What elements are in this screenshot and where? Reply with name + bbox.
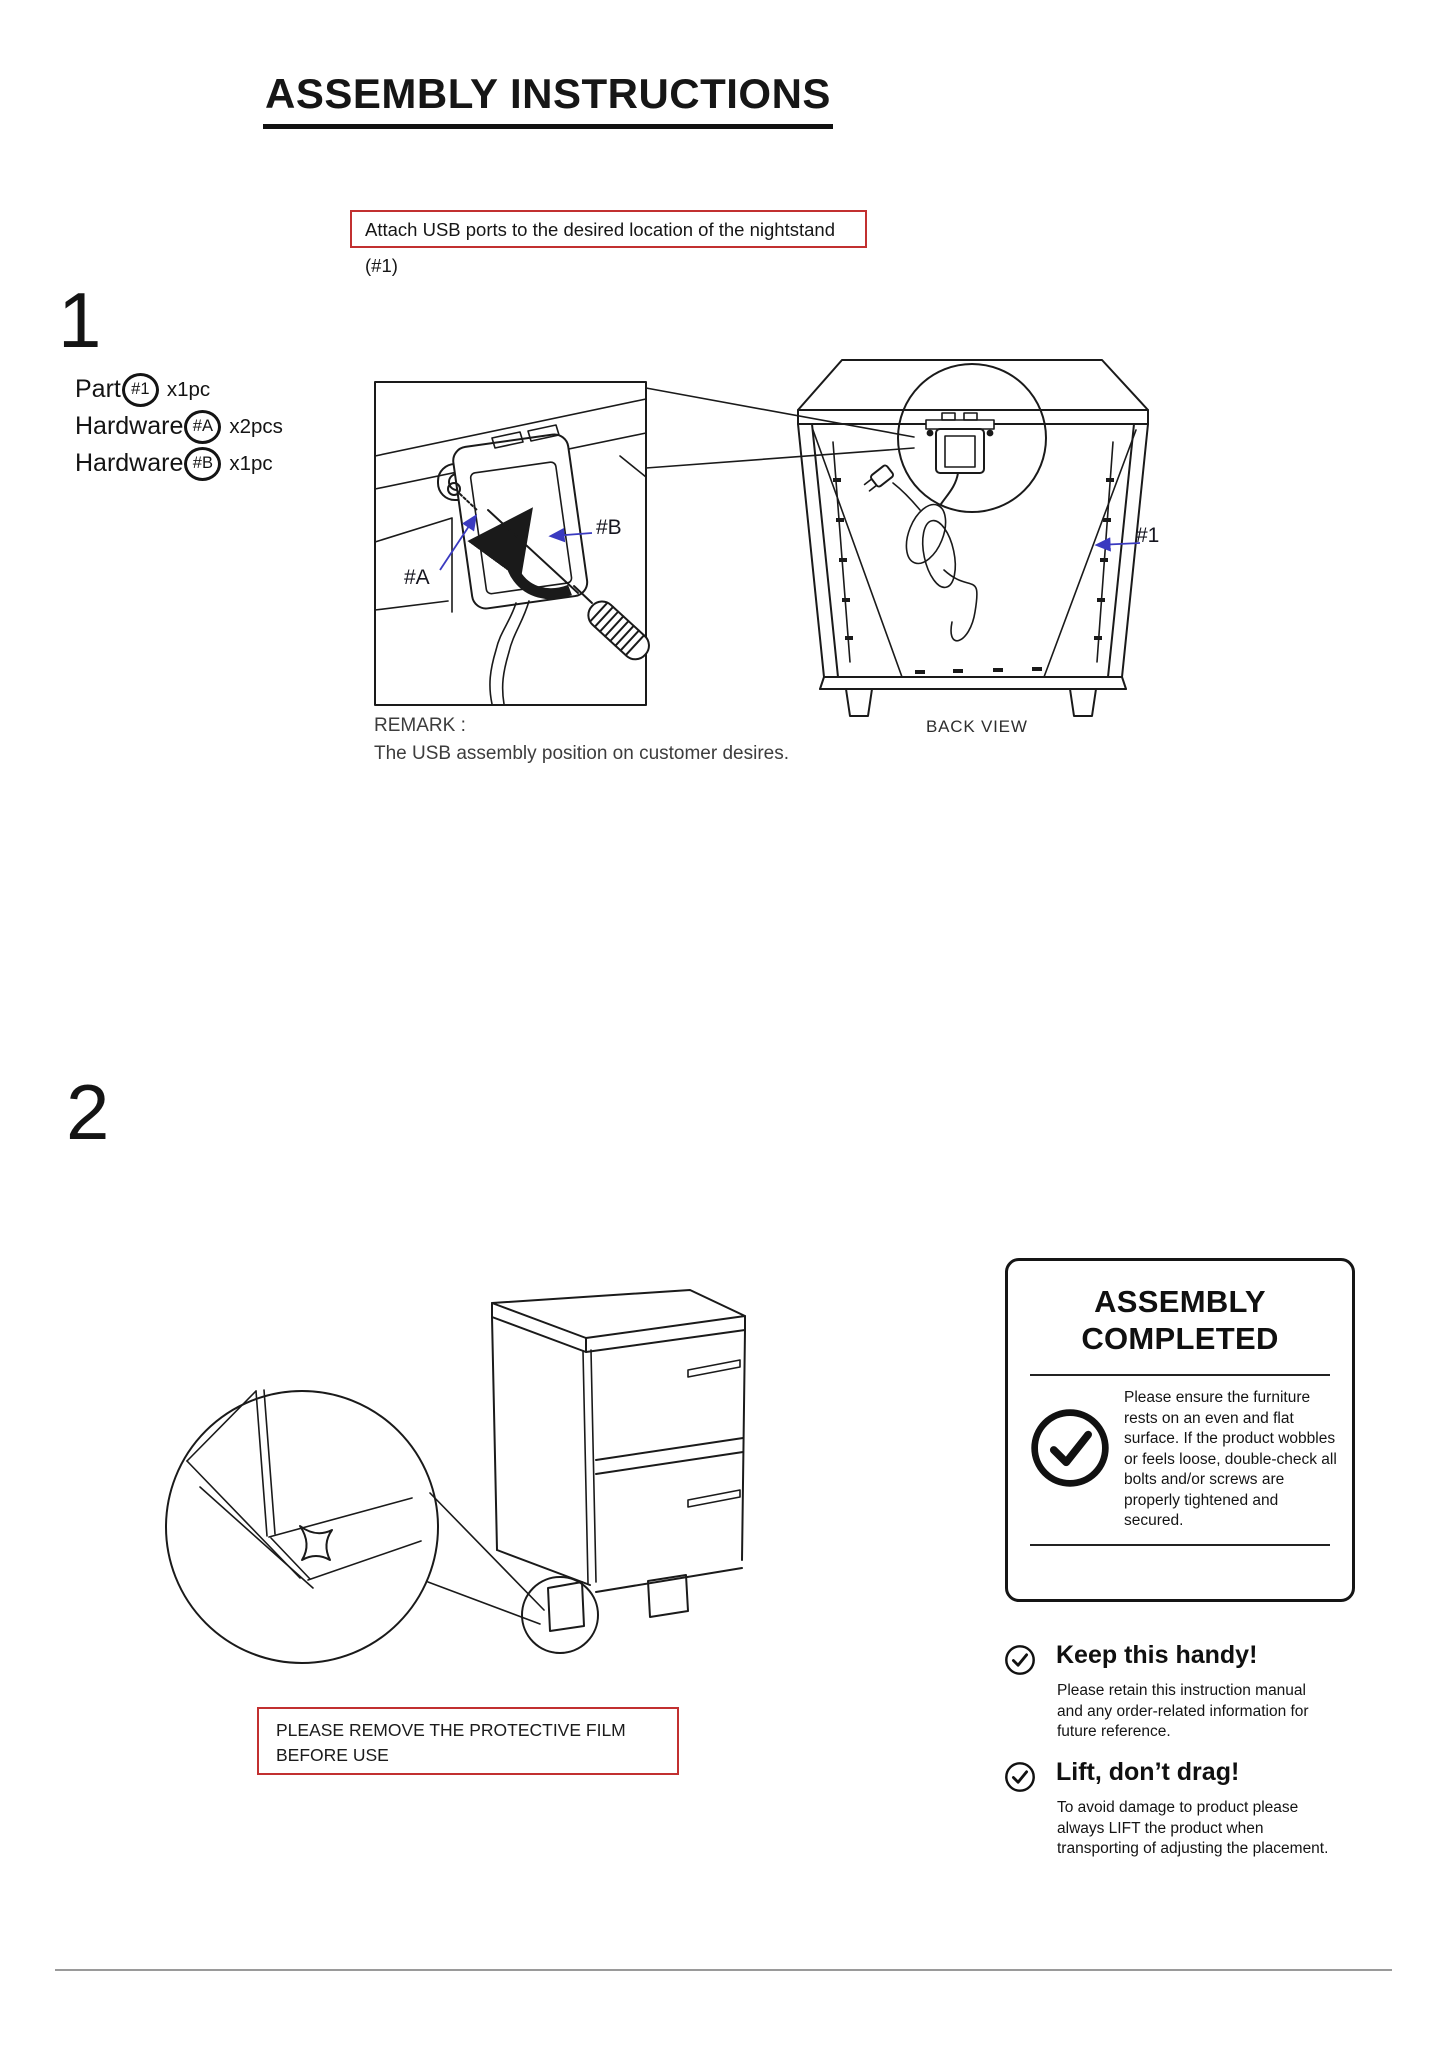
check-circle-icon	[1003, 1760, 1037, 1794]
tip-body-lift-dont-drag: To avoid damage to product please always LIFT the product when transporting of adjusting the placement.	[1057, 1799, 1329, 1857]
usb-unit-mounted	[926, 413, 994, 473]
page-title: ASSEMBLY INSTRUCTIONS	[263, 70, 833, 129]
parts-list-item	[75, 371, 283, 408]
part-name: Hardware	[75, 449, 184, 477]
step-1-figure	[280, 270, 1200, 770]
part-ref-circle: #A	[184, 410, 221, 444]
callout-1-label: #1	[1136, 524, 1160, 547]
tip-title-keep-handy: Keep this handy!	[1056, 1641, 1258, 1669]
drawer-handle	[688, 1360, 740, 1507]
callout-a-label: #A	[404, 566, 430, 589]
check-circle-icon	[1003, 1643, 1037, 1677]
part-qty: x1pc	[229, 451, 273, 475]
part-name: Part	[75, 375, 121, 403]
parts-list-item	[75, 445, 283, 482]
film-notice-line1: PLEASE REMOVE THE PROTECTIVE FILM	[276, 1720, 626, 1740]
instruction-banner: Attach USB ports to the desired location of the nightstand (#1)	[350, 210, 867, 248]
assembly-completed-title-line2: COMPLETED	[1081, 1321, 1279, 1356]
panel-slot-holes	[833, 478, 1114, 674]
remark-title: REMARK :	[374, 715, 466, 736]
power-cord-detail	[490, 601, 529, 704]
check-circle-icon	[1027, 1405, 1113, 1491]
step-2-figure	[140, 1260, 960, 1700]
part-ref-circle: #1	[122, 373, 159, 407]
plug-icon	[863, 464, 894, 493]
callout-1-arrow	[1098, 543, 1140, 545]
assembly-completed-box	[1005, 1258, 1355, 1602]
part-qty: x1pc	[166, 377, 211, 401]
assembly-completed-title-line1: ASSEMBLY	[1094, 1284, 1266, 1319]
step-1-number: 1	[58, 276, 102, 364]
step-2-number: 2	[66, 1068, 110, 1156]
page-footer-divider	[55, 1969, 1392, 1971]
callout-b-label: #B	[596, 516, 622, 539]
parts-list	[75, 371, 283, 482]
remark-body: The USB assembly position on customer desires.	[374, 743, 790, 764]
zoom-leader-line	[646, 448, 914, 468]
tip-body-keep-handy: Please retain this instruction manual and any order-related information for future reference.	[1057, 1682, 1309, 1740]
tip-title-lift-dont-drag: Lift, don’t drag!	[1056, 1758, 1240, 1786]
parts-list-item	[75, 408, 283, 445]
remark	[374, 712, 789, 768]
part-ref-circle: #B	[184, 447, 221, 481]
zoom-leader-line	[430, 1493, 544, 1610]
assembly-completed-title	[1008, 1283, 1352, 1357]
part-name: Hardware	[75, 412, 184, 440]
zoom-leader-line	[646, 388, 914, 437]
divider	[1030, 1374, 1330, 1376]
film-notice-box	[257, 1707, 679, 1775]
film-notice-line2: BEFORE USE	[276, 1745, 389, 1765]
divider	[1030, 1544, 1330, 1546]
nightstand	[492, 1290, 745, 1631]
film-peel-icon	[300, 1526, 332, 1560]
assembly-completed-body: Please ensure the furniture rests on an even and flat surface. If the product wobbles or feels loose, double-check all bolts and/or screws are properly tightened and secured.	[1124, 1389, 1337, 1529]
back-view-caption: BACK VIEW	[926, 717, 1028, 736]
part-qty: x2pcs	[229, 414, 283, 438]
foot-circle	[522, 1577, 598, 1653]
